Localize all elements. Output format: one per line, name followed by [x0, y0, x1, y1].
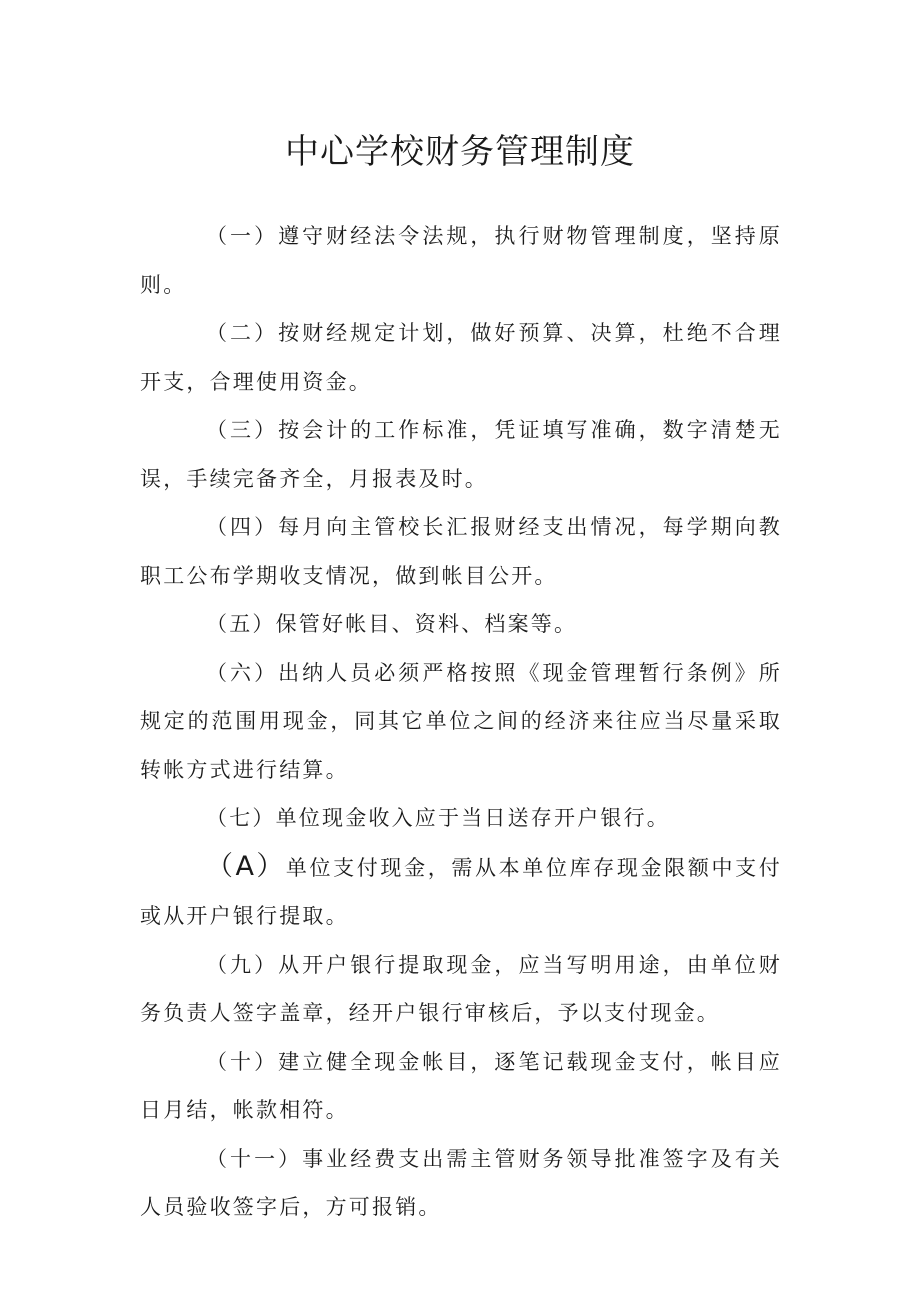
paragraph-9 — [140, 941, 782, 1038]
paragraph-10 — [140, 1038, 782, 1135]
paragraph-text: 按会计的工作标准，凭证填写准确，数字清楚无误，手续完备齐全，月报表及时。 — [140, 418, 782, 491]
paragraph-8 — [140, 843, 782, 941]
paragraph-2 — [140, 309, 782, 406]
paragraph-4 — [140, 503, 782, 600]
paragraph-text: 事业经费支出需主管财务领导批准签字及有关人员验收签字后，方可报销。 — [140, 1146, 782, 1219]
paragraph-1 — [140, 212, 782, 309]
paragraph-6 — [140, 649, 782, 795]
paragraph-number: （十） — [206, 1049, 279, 1074]
paragraph-number: （三） — [206, 418, 279, 442]
paragraph-number: （四） — [206, 515, 279, 539]
paragraph-number: （九） — [206, 952, 279, 977]
paragraph-text: 建立健全现金帐目，逐笔记载现金支付，帐目应日月结，帐款相符。 — [140, 1049, 782, 1122]
paragraph-text: 单位支付现金，需从本单位库存现金限额中支付或从开户银行提取。 — [140, 855, 782, 928]
paragraph-number: （一） — [206, 224, 279, 248]
document-body — [140, 212, 782, 1232]
paragraph-text: 出纳人员必须严格按照《现金管理暂行条例》所规定的范围用现金，同其它单位之间的经济来往应当尽量采取转帐方式进行结算。 — [140, 660, 782, 782]
paragraph-text: 保管好帐目、资料、档案等。 — [275, 612, 578, 636]
paragraph-11 — [140, 1135, 782, 1232]
paragraph-text: 遵守财经法令法规，执行财物管理制度，坚持原则。 — [140, 224, 782, 297]
paragraph-number: （七） — [206, 806, 276, 830]
paragraph-text: 每月向主管校长汇报财经支出情况，每学期向教职工公布学期收支情况，做到帐目公开。 — [140, 515, 782, 588]
paragraph-text: 从开户银行提取现金，应当写明用途，由单位财务负责人签字盖章，经开户银行审核后，予以支付现金。 — [140, 952, 782, 1025]
paragraph-7 — [140, 794, 782, 843]
paragraph-number: （二） — [206, 321, 279, 345]
paragraph-number: （A） — [206, 850, 286, 882]
paragraph-number: （六） — [206, 660, 279, 685]
paragraph-text: 按财经规定计划，做好预算、决算，杜绝不合理开支，合理使用资金。 — [140, 321, 782, 394]
paragraph-text: 单位现金收入应于当日送存开户银行。 — [275, 806, 671, 830]
page-title: 中心学校财务管理制度 — [285, 132, 635, 172]
paragraph-number: （十一） — [206, 1146, 303, 1171]
paragraph-5 — [140, 600, 782, 649]
paragraph-number: （五） — [206, 612, 276, 636]
paragraph-3 — [140, 406, 782, 503]
